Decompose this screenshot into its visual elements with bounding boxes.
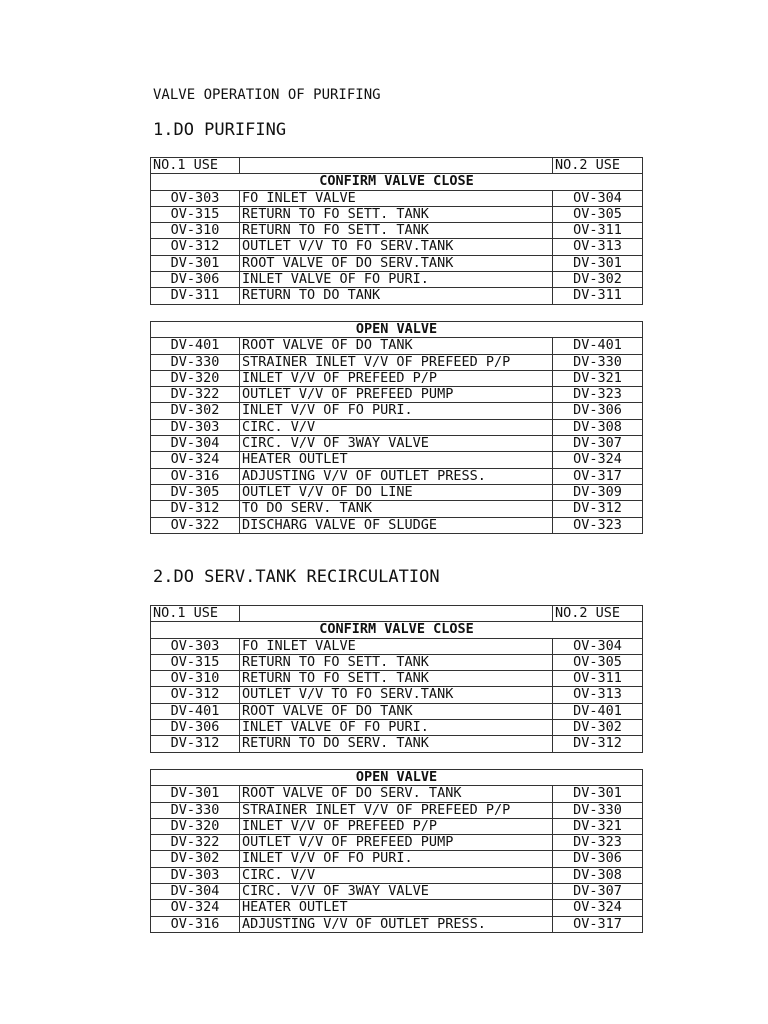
table-row xyxy=(151,255,643,271)
no2-valve-code: DV-311 xyxy=(553,288,643,304)
section-2-close-table xyxy=(150,605,643,753)
table-row xyxy=(151,190,643,206)
valve-description: FO INLET VALVE xyxy=(240,190,553,206)
valve-description: STRAINER INLET V/V OF PREFEED P/P xyxy=(240,354,553,370)
no1-valve-code: DV-303 xyxy=(151,867,240,883)
no2-valve-code: OV-304 xyxy=(553,638,643,654)
no2-valve-code: DV-309 xyxy=(553,484,643,500)
no1-valve-code: OV-316 xyxy=(151,468,240,484)
no1-valve-code: DV-401 xyxy=(151,338,240,354)
table-row xyxy=(151,884,643,900)
no2-valve-code: OV-311 xyxy=(553,223,643,239)
no1-valve-code: DV-305 xyxy=(151,484,240,500)
table-row xyxy=(151,387,643,403)
valve-description: ADJUSTING V/V OF OUTLET PRESS. xyxy=(240,468,553,484)
table-row xyxy=(151,419,643,435)
document-title: VALVE OPERATION OF PURIFING xyxy=(153,87,381,103)
valve-description: RETURN TO DO TANK xyxy=(240,288,553,304)
confirm-valve-close-label: CONFIRM VALVE CLOSE xyxy=(151,174,643,190)
valve-description: RETURN TO FO SETT. TANK xyxy=(240,223,553,239)
no1-valve-code: DV-302 xyxy=(151,851,240,867)
table-row xyxy=(151,484,643,500)
no2-valve-code: DV-306 xyxy=(553,851,643,867)
close-section-label-row xyxy=(151,174,643,190)
no2-valve-code: DV-330 xyxy=(553,354,643,370)
no2-valve-code: DV-306 xyxy=(553,403,643,419)
no2-valve-code: DV-401 xyxy=(553,703,643,719)
confirm-valve-close-label: CONFIRM VALVE CLOSE xyxy=(151,622,643,638)
table-row xyxy=(151,818,643,834)
section-2-open-table xyxy=(150,769,643,933)
no2-valve-code: OV-317 xyxy=(553,468,643,484)
valve-description: OUTLET V/V TO FO SERV.TANK xyxy=(240,239,553,255)
valve-description: INLET V/V OF PREFEED P/P xyxy=(240,370,553,386)
table-row xyxy=(151,239,643,255)
no1-valve-code: DV-304 xyxy=(151,884,240,900)
no2-valve-code: OV-313 xyxy=(553,687,643,703)
no2-valve-code: DV-302 xyxy=(553,720,643,736)
header-blank-cell xyxy=(240,158,553,174)
valve-description: INLET V/V OF FO PURI. xyxy=(240,403,553,419)
table-header-row xyxy=(151,158,643,174)
no2-valve-code: DV-308 xyxy=(553,867,643,883)
table-row xyxy=(151,802,643,818)
no1-valve-code: DV-322 xyxy=(151,835,240,851)
valve-description: INLET V/V OF FO PURI. xyxy=(240,851,553,867)
no2-valve-code: DV-312 xyxy=(553,501,643,517)
open-valve-label: OPEN VALVE xyxy=(151,770,643,786)
valve-description: CIRC. V/V xyxy=(240,867,553,883)
no2-valve-code: OV-305 xyxy=(553,206,643,222)
valve-description: RETURN TO FO SETT. TANK xyxy=(240,206,553,222)
table-row xyxy=(151,736,643,752)
no1-valve-code: DV-301 xyxy=(151,255,240,271)
valve-description: RETURN TO FO SETT. TANK xyxy=(240,654,553,670)
open-section-label-row xyxy=(151,770,643,786)
section-1-heading: 1.DO PURIFING xyxy=(153,120,287,140)
valve-description: ROOT VALVE OF DO TANK xyxy=(240,338,553,354)
no1-valve-code: DV-304 xyxy=(151,436,240,452)
table-header-row xyxy=(151,606,643,622)
no2-valve-code: DV-321 xyxy=(553,370,643,386)
table-row xyxy=(151,468,643,484)
table-row xyxy=(151,654,643,670)
open-valve-label: OPEN VALVE xyxy=(151,322,643,338)
no1-valve-code: DV-330 xyxy=(151,354,240,370)
no2-valve-code: DV-330 xyxy=(553,802,643,818)
valve-description: CIRC. V/V OF 3WAY VALVE xyxy=(240,884,553,900)
no1-valve-code: OV-315 xyxy=(151,206,240,222)
section-1-close-table xyxy=(150,157,643,305)
no1-valve-code: OV-312 xyxy=(151,239,240,255)
no1-valve-code: OV-312 xyxy=(151,687,240,703)
table-row xyxy=(151,638,643,654)
table-row xyxy=(151,338,643,354)
no1-valve-code: OV-303 xyxy=(151,190,240,206)
no2-valve-code: DV-301 xyxy=(553,786,643,802)
no1-valve-code: OV-324 xyxy=(151,452,240,468)
no1-valve-code: OV-303 xyxy=(151,638,240,654)
valve-description: ADJUSTING V/V OF OUTLET PRESS. xyxy=(240,916,553,932)
table-row xyxy=(151,851,643,867)
no2-valve-code: DV-312 xyxy=(553,736,643,752)
table-row xyxy=(151,223,643,239)
table-row xyxy=(151,671,643,687)
table-row xyxy=(151,687,643,703)
no2-valve-code: OV-304 xyxy=(553,190,643,206)
no1-valve-code: OV-324 xyxy=(151,900,240,916)
no2-valve-code: DV-323 xyxy=(553,387,643,403)
no2-valve-code: OV-311 xyxy=(553,671,643,687)
no2-use-header: NO.2 USE xyxy=(553,606,643,622)
valve-description: OUTLET V/V TO FO SERV.TANK xyxy=(240,687,553,703)
valve-description: CIRC. V/V OF 3WAY VALVE xyxy=(240,436,553,452)
no1-use-header: NO.1 USE xyxy=(151,606,240,622)
table-row xyxy=(151,900,643,916)
no1-valve-code: DV-312 xyxy=(151,736,240,752)
no1-valve-code: DV-301 xyxy=(151,786,240,802)
valve-description: OUTLET V/V OF PREFEED PUMP xyxy=(240,835,553,851)
no1-valve-code: OV-310 xyxy=(151,223,240,239)
open-section-label-row xyxy=(151,322,643,338)
table-row xyxy=(151,867,643,883)
no2-valve-code: DV-302 xyxy=(553,272,643,288)
valve-description: HEATER OUTLET xyxy=(240,452,553,468)
table-row xyxy=(151,720,643,736)
no2-valve-code: DV-323 xyxy=(553,835,643,851)
table-row xyxy=(151,354,643,370)
no2-valve-code: DV-307 xyxy=(553,884,643,900)
no1-valve-code: OV-322 xyxy=(151,517,240,533)
no1-valve-code: DV-320 xyxy=(151,370,240,386)
valve-description: OUTLET V/V OF DO LINE xyxy=(240,484,553,500)
valve-description: ROOT VALVE OF DO SERV.TANK xyxy=(240,255,553,271)
no2-valve-code: OV-305 xyxy=(553,654,643,670)
valve-description: OUTLET V/V OF PREFEED PUMP xyxy=(240,387,553,403)
valve-description: FO INLET VALVE xyxy=(240,638,553,654)
no2-valve-code: OV-324 xyxy=(553,452,643,468)
no1-valve-code: DV-302 xyxy=(151,403,240,419)
close-section-label-row xyxy=(151,622,643,638)
no2-valve-code: DV-401 xyxy=(553,338,643,354)
valve-description: RETURN TO DO SERV. TANK xyxy=(240,736,553,752)
no1-valve-code: DV-306 xyxy=(151,272,240,288)
no2-valve-code: DV-308 xyxy=(553,419,643,435)
no1-valve-code: DV-312 xyxy=(151,501,240,517)
valve-description: CIRC. V/V xyxy=(240,419,553,435)
no2-valve-code: DV-307 xyxy=(553,436,643,452)
valve-description: INLET VALVE OF FO PURI. xyxy=(240,272,553,288)
header-blank-cell xyxy=(240,606,553,622)
valve-description: HEATER OUTLET xyxy=(240,900,553,916)
table-row xyxy=(151,403,643,419)
no2-valve-code: OV-317 xyxy=(553,916,643,932)
no2-use-header: NO.2 USE xyxy=(553,158,643,174)
no1-valve-code: DV-330 xyxy=(151,802,240,818)
no1-valve-code: OV-315 xyxy=(151,654,240,670)
no1-valve-code: DV-303 xyxy=(151,419,240,435)
table-row xyxy=(151,916,643,932)
no1-valve-code: OV-310 xyxy=(151,671,240,687)
table-row xyxy=(151,501,643,517)
section-2-heading: 2.DO SERV.TANK RECIRCULATION xyxy=(153,567,440,587)
no1-valve-code: OV-316 xyxy=(151,916,240,932)
valve-description: ROOT VALVE OF DO TANK xyxy=(240,703,553,719)
table-row xyxy=(151,452,643,468)
valve-description: STRAINER INLET V/V OF PREFEED P/P xyxy=(240,802,553,818)
no1-use-header: NO.1 USE xyxy=(151,158,240,174)
no1-valve-code: DV-322 xyxy=(151,387,240,403)
valve-description: ROOT VALVE OF DO SERV. TANK xyxy=(240,786,553,802)
no2-valve-code: OV-323 xyxy=(553,517,643,533)
table-row xyxy=(151,370,643,386)
no2-valve-code: DV-301 xyxy=(553,255,643,271)
table-row xyxy=(151,835,643,851)
section-1-open-table xyxy=(150,321,643,534)
table-row xyxy=(151,436,643,452)
valve-description: RETURN TO FO SETT. TANK xyxy=(240,671,553,687)
table-row xyxy=(151,288,643,304)
valve-description: INLET V/V OF PREFEED P/P xyxy=(240,818,553,834)
table-row xyxy=(151,703,643,719)
no1-valve-code: DV-306 xyxy=(151,720,240,736)
no2-valve-code: OV-313 xyxy=(553,239,643,255)
table-row xyxy=(151,786,643,802)
table-row xyxy=(151,206,643,222)
no2-valve-code: OV-324 xyxy=(553,900,643,916)
table-row xyxy=(151,517,643,533)
valve-description: TO DO SERV. TANK xyxy=(240,501,553,517)
valve-description: INLET VALVE OF FO PURI. xyxy=(240,720,553,736)
no1-valve-code: DV-401 xyxy=(151,703,240,719)
table-row xyxy=(151,272,643,288)
no2-valve-code: DV-321 xyxy=(553,818,643,834)
valve-description: DISCHARG VALVE OF SLUDGE xyxy=(240,517,553,533)
no1-valve-code: DV-320 xyxy=(151,818,240,834)
no1-valve-code: DV-311 xyxy=(151,288,240,304)
